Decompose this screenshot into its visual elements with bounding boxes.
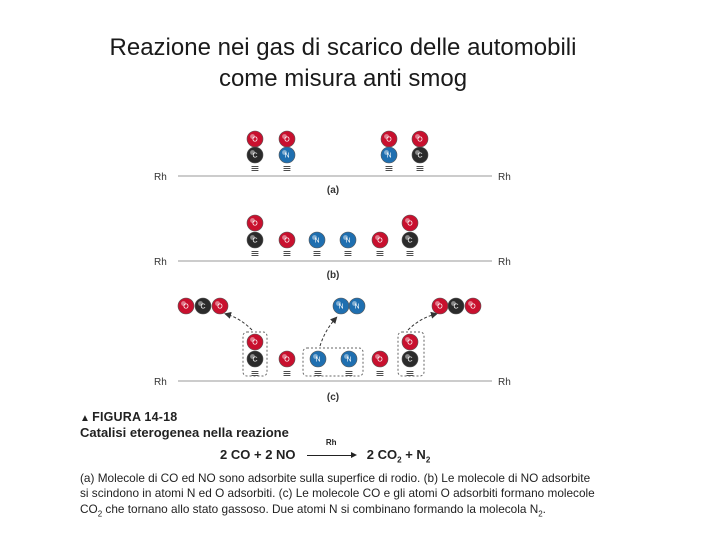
figure-number: [80, 410, 600, 424]
nitrogen-atom-label: N: [346, 356, 352, 364]
carbon-atom: [412, 147, 428, 163]
rh-label-right: Rh: [498, 257, 511, 268]
oxygen-atom: [372, 351, 388, 367]
reactant-no: 2 NO: [265, 447, 296, 462]
reaction-arrow: [305, 438, 357, 462]
oxygen-atom-label: O: [407, 220, 413, 228]
oxygen-atom-label: O: [217, 303, 223, 311]
adsorption-bond: ≡: [282, 247, 292, 260]
figure-caption: [80, 410, 600, 522]
product-n2: [416, 447, 431, 465]
oxygen-atom: [247, 131, 263, 147]
oxygen-atom: [381, 131, 397, 147]
reaction-equation: [220, 438, 600, 465]
carbon-atom: [402, 351, 418, 367]
slide-title-line-1: Reazione nei gas di scarico delle automobili: [109, 34, 577, 61]
oxygen-atom-label: O: [377, 237, 383, 245]
rh-label-left: Rh: [154, 257, 167, 268]
product-n2-sub: 2: [425, 455, 431, 465]
oxygen-atom: [212, 298, 228, 314]
carbon-atom: [247, 147, 263, 163]
oxygen-atom: [372, 232, 388, 248]
carbon-atom-label: C: [200, 303, 206, 311]
adsorption-bond: ≡: [313, 367, 323, 380]
oxygen-atom: [402, 334, 418, 350]
carbon-atom-label: C: [407, 237, 413, 245]
nitrogen-atom: [349, 298, 365, 314]
oxygen-atom: [279, 351, 295, 367]
desc-sub-1: 2: [97, 509, 103, 519]
carbon-atom: [247, 232, 263, 248]
adsorption-bond: ≡: [312, 247, 322, 260]
figure-title: Catalisi eterogenea nella reazione: [80, 425, 289, 440]
oxygen-atom-label: O: [284, 136, 290, 144]
desc-part-2: che tornano allo stato gassoso. Due atomi N si combinano formando la molecola N: [102, 501, 539, 516]
oxygen-atom: [279, 232, 295, 248]
nitrogen-atom-label: N: [338, 303, 344, 311]
oxygen-atom: [247, 215, 263, 231]
carbon-atom-label: C: [252, 152, 258, 160]
rh-label-left: Rh: [154, 172, 167, 183]
oxygen-atom: [465, 298, 481, 314]
desc-sub-2: 2: [538, 509, 543, 519]
arrow-to-co2-right: [408, 314, 436, 330]
oxygen-atom-label: O: [470, 303, 476, 311]
nitrogen-atom: [340, 232, 356, 248]
figure-description: [80, 471, 600, 522]
catalyst-label: Rh: [325, 438, 337, 447]
oxygen-atom-label: O: [386, 136, 392, 144]
nitrogen-atom: [309, 232, 325, 248]
plus-sign-2: +: [405, 447, 413, 462]
adsorption-bond: ≡: [282, 367, 292, 380]
carbon-atom: [448, 298, 464, 314]
adsorption-bond: ≡: [415, 162, 425, 175]
triangle-icon: ▲: [80, 413, 91, 424]
reactant-co: 2 CO: [220, 447, 251, 462]
rh-label-left: Rh: [154, 377, 167, 388]
arrow-to-n2: [320, 318, 336, 346]
carbon-atom: [247, 351, 263, 367]
slide-title-line-2: come misura anti smog: [218, 65, 468, 92]
oxygen-atom-label: O: [417, 136, 423, 144]
adsorption-bond: ≡: [405, 367, 415, 380]
nitrogen-atom-label: N: [354, 303, 360, 311]
arrow-to-co2-left: [226, 314, 252, 330]
carbon-atom: [195, 298, 211, 314]
carbon-atom-label: C: [252, 237, 258, 245]
oxygen-atom-label: O: [252, 220, 258, 228]
adsorption-bond: ≡: [250, 162, 260, 175]
arrow-line: [307, 455, 355, 456]
product-co2-base: 2 CO: [366, 447, 398, 462]
nitrogen-atom-label: N: [314, 237, 320, 245]
figure-number-text: FIGURA 14-18: [92, 410, 178, 424]
oxygen-atom-label: O: [284, 237, 290, 245]
oxygen-atom-label: O: [407, 339, 413, 347]
oxygen-atom: [247, 334, 263, 350]
oxygen-atom-label: O: [437, 303, 443, 311]
product-co2-sub: 2: [397, 455, 402, 465]
panel-label: (a): [326, 185, 340, 196]
adsorption-bond: ≡: [250, 247, 260, 260]
nitrogen-atom-label: N: [315, 356, 321, 364]
panel-label: (c): [326, 392, 340, 403]
adsorption-bond: ≡: [282, 162, 292, 175]
oxygen-atom-label: O: [284, 356, 290, 364]
oxygen-atom-label: O: [377, 356, 383, 364]
carbon-atom-label: C: [252, 356, 258, 364]
adsorption-bond: ≡: [344, 367, 354, 380]
carbon-atom: [402, 232, 418, 248]
nitrogen-atom-label: N: [345, 237, 351, 245]
oxygen-atom-label: O: [252, 136, 258, 144]
adsorption-bond: ≡: [384, 162, 394, 175]
oxygen-atom: [402, 215, 418, 231]
nitrogen-atom: [333, 298, 349, 314]
nitrogen-atom: [381, 147, 397, 163]
oxygen-atom: [279, 131, 295, 147]
adsorption-bond: ≡: [250, 367, 260, 380]
nitrogen-atom: [341, 351, 357, 367]
carbon-atom-label: C: [407, 356, 413, 364]
nitrogen-atom-label: N: [386, 152, 392, 160]
product-n2-base: N: [416, 447, 426, 462]
plus-sign: +: [253, 447, 262, 462]
adsorption-bond: ≡: [343, 247, 353, 260]
adsorption-bond: ≡: [405, 247, 415, 260]
product-co2: [366, 447, 402, 465]
desc-part-1: (a) Molecole di CO ed NO sono adsorbite sulla superfice di rodio. (b) Le molecole di NO adsorbite si scindono in atomi N ed O adsorbiti. (c) Le molecole CO e gli atomi O adsorbiti formano molecole CO: [80, 470, 595, 516]
oxygen-atom: [178, 298, 194, 314]
oxygen-atom: [412, 131, 428, 147]
oxygen-atom-label: O: [183, 303, 189, 311]
oxygen-atom-label: O: [252, 339, 258, 347]
adsorption-bond: ≡: [375, 247, 385, 260]
nitrogen-atom-label: N: [284, 152, 290, 160]
desc-part-3: .: [542, 501, 546, 516]
rh-label-right: Rh: [498, 172, 511, 183]
rh-label-right: Rh: [498, 377, 511, 388]
carbon-atom-label: C: [417, 152, 423, 160]
nitrogen-atom: [279, 147, 295, 163]
panel-label: (b): [326, 270, 340, 281]
carbon-atom-label: C: [453, 303, 459, 311]
oxygen-atom: [432, 298, 448, 314]
adsorption-bond: ≡: [375, 367, 385, 380]
nitrogen-atom: [310, 351, 326, 367]
